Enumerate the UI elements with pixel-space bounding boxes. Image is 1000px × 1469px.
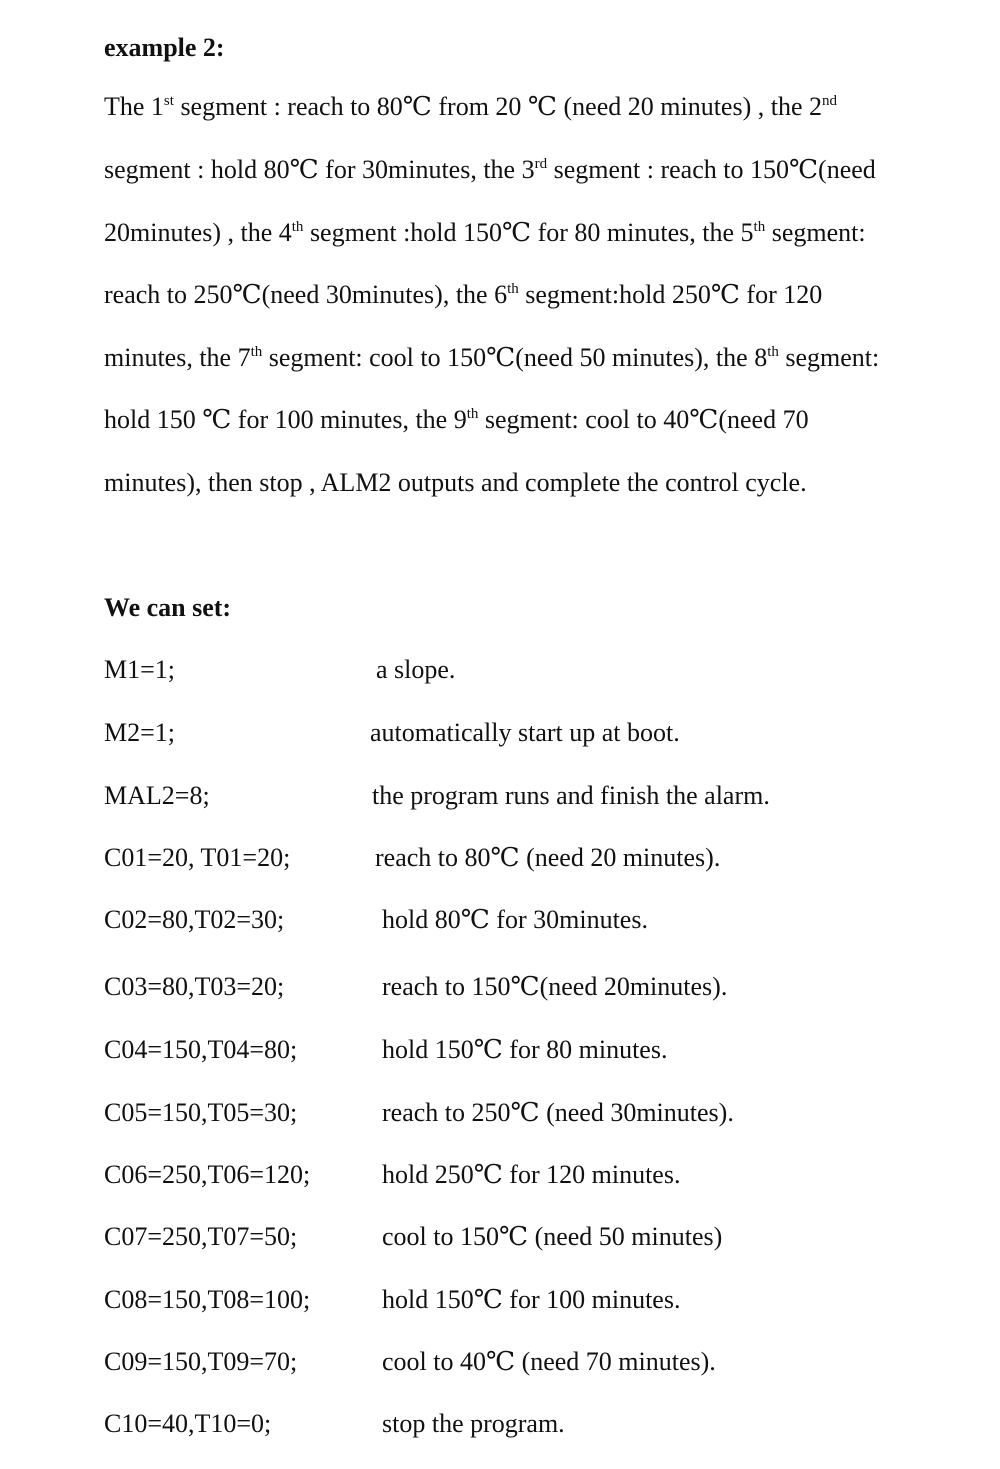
paragraph-text: segment : hold 80℃ for 30minutes, the 3	[104, 155, 535, 184]
setting-row	[0, 843, 1000, 875]
setting-code: C09=150,T09=70;	[104, 1347, 298, 1376]
ordinal-suffix: th	[250, 344, 263, 360]
paragraph-text: segment : reach to 80℃ from 20 ℃ (need 20 minutes) , the 2	[173, 92, 823, 121]
ordinal-suffix: th	[507, 281, 519, 297]
setting-code: C01=20, T01=20;	[104, 843, 291, 872]
setting-code: C04=150,T04=80;	[104, 1035, 298, 1064]
setting-code: MAL2=8;	[104, 781, 210, 810]
ordinal-suffix: th	[767, 344, 779, 360]
paragraph-text: segment :hold 150℃ for 80 minutes, the 5	[303, 218, 754, 247]
setting-row	[0, 972, 1000, 1004]
setting-row	[0, 1409, 1000, 1441]
setting-description: stop the program.	[382, 1409, 565, 1438]
setting-row	[0, 1222, 1000, 1254]
setting-code: C03=80,T03=20;	[104, 972, 285, 1001]
setting-row	[0, 905, 1000, 937]
setting-row	[0, 1285, 1000, 1317]
ordinal-suffix: nd	[822, 93, 838, 109]
settings-heading: We can set:	[104, 593, 232, 622]
paragraph-text: 20minutes) , the 4	[104, 218, 292, 247]
setting-code: C07=250,T07=50;	[104, 1222, 298, 1251]
paragraph-line	[104, 405, 809, 435]
paragraph-line	[104, 218, 866, 248]
setting-description: hold 250℃ for 120 minutes.	[382, 1160, 681, 1189]
paragraph-text: segment:hold 250℃ for 120	[518, 280, 823, 309]
setting-code: M1=1;	[104, 655, 176, 684]
setting-row	[0, 718, 1000, 750]
setting-description: reach to 150℃(need 20minutes).	[382, 972, 728, 1001]
paragraph-line	[104, 280, 822, 310]
paragraph-text: segment:	[778, 343, 880, 372]
paragraph-line	[104, 343, 879, 373]
paragraph-text: minutes, the 7	[104, 343, 251, 372]
ordinal-suffix: th	[753, 219, 766, 235]
setting-description: automatically start up at boot.	[370, 718, 680, 747]
setting-code: C06=250,T06=120;	[104, 1160, 311, 1189]
ordinal-suffix: th	[466, 406, 479, 422]
setting-row	[0, 655, 1000, 687]
setting-description: hold 80℃ for 30minutes.	[382, 905, 648, 934]
setting-description: cool to 150℃ (need 50 minutes)	[382, 1222, 723, 1251]
paragraph-text: segment: cool to 40℃(need 70	[478, 405, 809, 434]
setting-description: reach to 80℃ (need 20 minutes).	[375, 843, 721, 872]
example-heading: example 2:	[104, 33, 225, 62]
setting-row	[0, 1160, 1000, 1192]
paragraph-text: segment: cool to 150℃(need 50 minutes), the 8	[262, 343, 768, 372]
paragraph-line	[104, 468, 807, 498]
setting-code: C08=150,T08=100;	[104, 1285, 311, 1314]
ordinal-suffix: th	[291, 219, 304, 235]
paragraph-text: minutes), then stop , ALM2 outputs and complete the control cycle.	[104, 468, 807, 497]
setting-description: a slope.	[376, 655, 456, 684]
setting-description: the program runs and finish the alarm.	[372, 781, 770, 810]
paragraph-text: The 1	[104, 92, 164, 121]
setting-description: cool to 40℃ (need 70 minutes).	[382, 1347, 716, 1376]
setting-row	[0, 1347, 1000, 1379]
setting-code: C10=40,T10=0;	[104, 1409, 272, 1438]
setting-description: hold 150℃ for 100 minutes.	[382, 1285, 681, 1314]
setting-description: hold 150℃ for 80 minutes.	[382, 1035, 668, 1064]
paragraph-text: segment : reach to 150℃(need	[547, 155, 876, 184]
paragraph-text: hold 150 ℃ for 100 minutes, the 9	[104, 405, 467, 434]
paragraph-text: reach to 250℃(need 30minutes), the 6	[104, 280, 508, 309]
setting-row	[0, 1098, 1000, 1130]
ordinal-suffix: st	[163, 93, 174, 109]
setting-code: C02=80,T02=30;	[104, 905, 285, 934]
paragraph-text: segment:	[765, 218, 866, 247]
setting-row	[0, 781, 1000, 813]
setting-code: M2=1;	[104, 718, 176, 747]
setting-code: C05=150,T05=30;	[104, 1098, 298, 1127]
setting-row	[0, 1035, 1000, 1067]
ordinal-suffix: rd	[534, 156, 548, 172]
setting-description: reach to 250℃ (need 30minutes).	[382, 1098, 734, 1127]
paragraph-line	[104, 92, 837, 122]
paragraph-line	[104, 155, 876, 185]
